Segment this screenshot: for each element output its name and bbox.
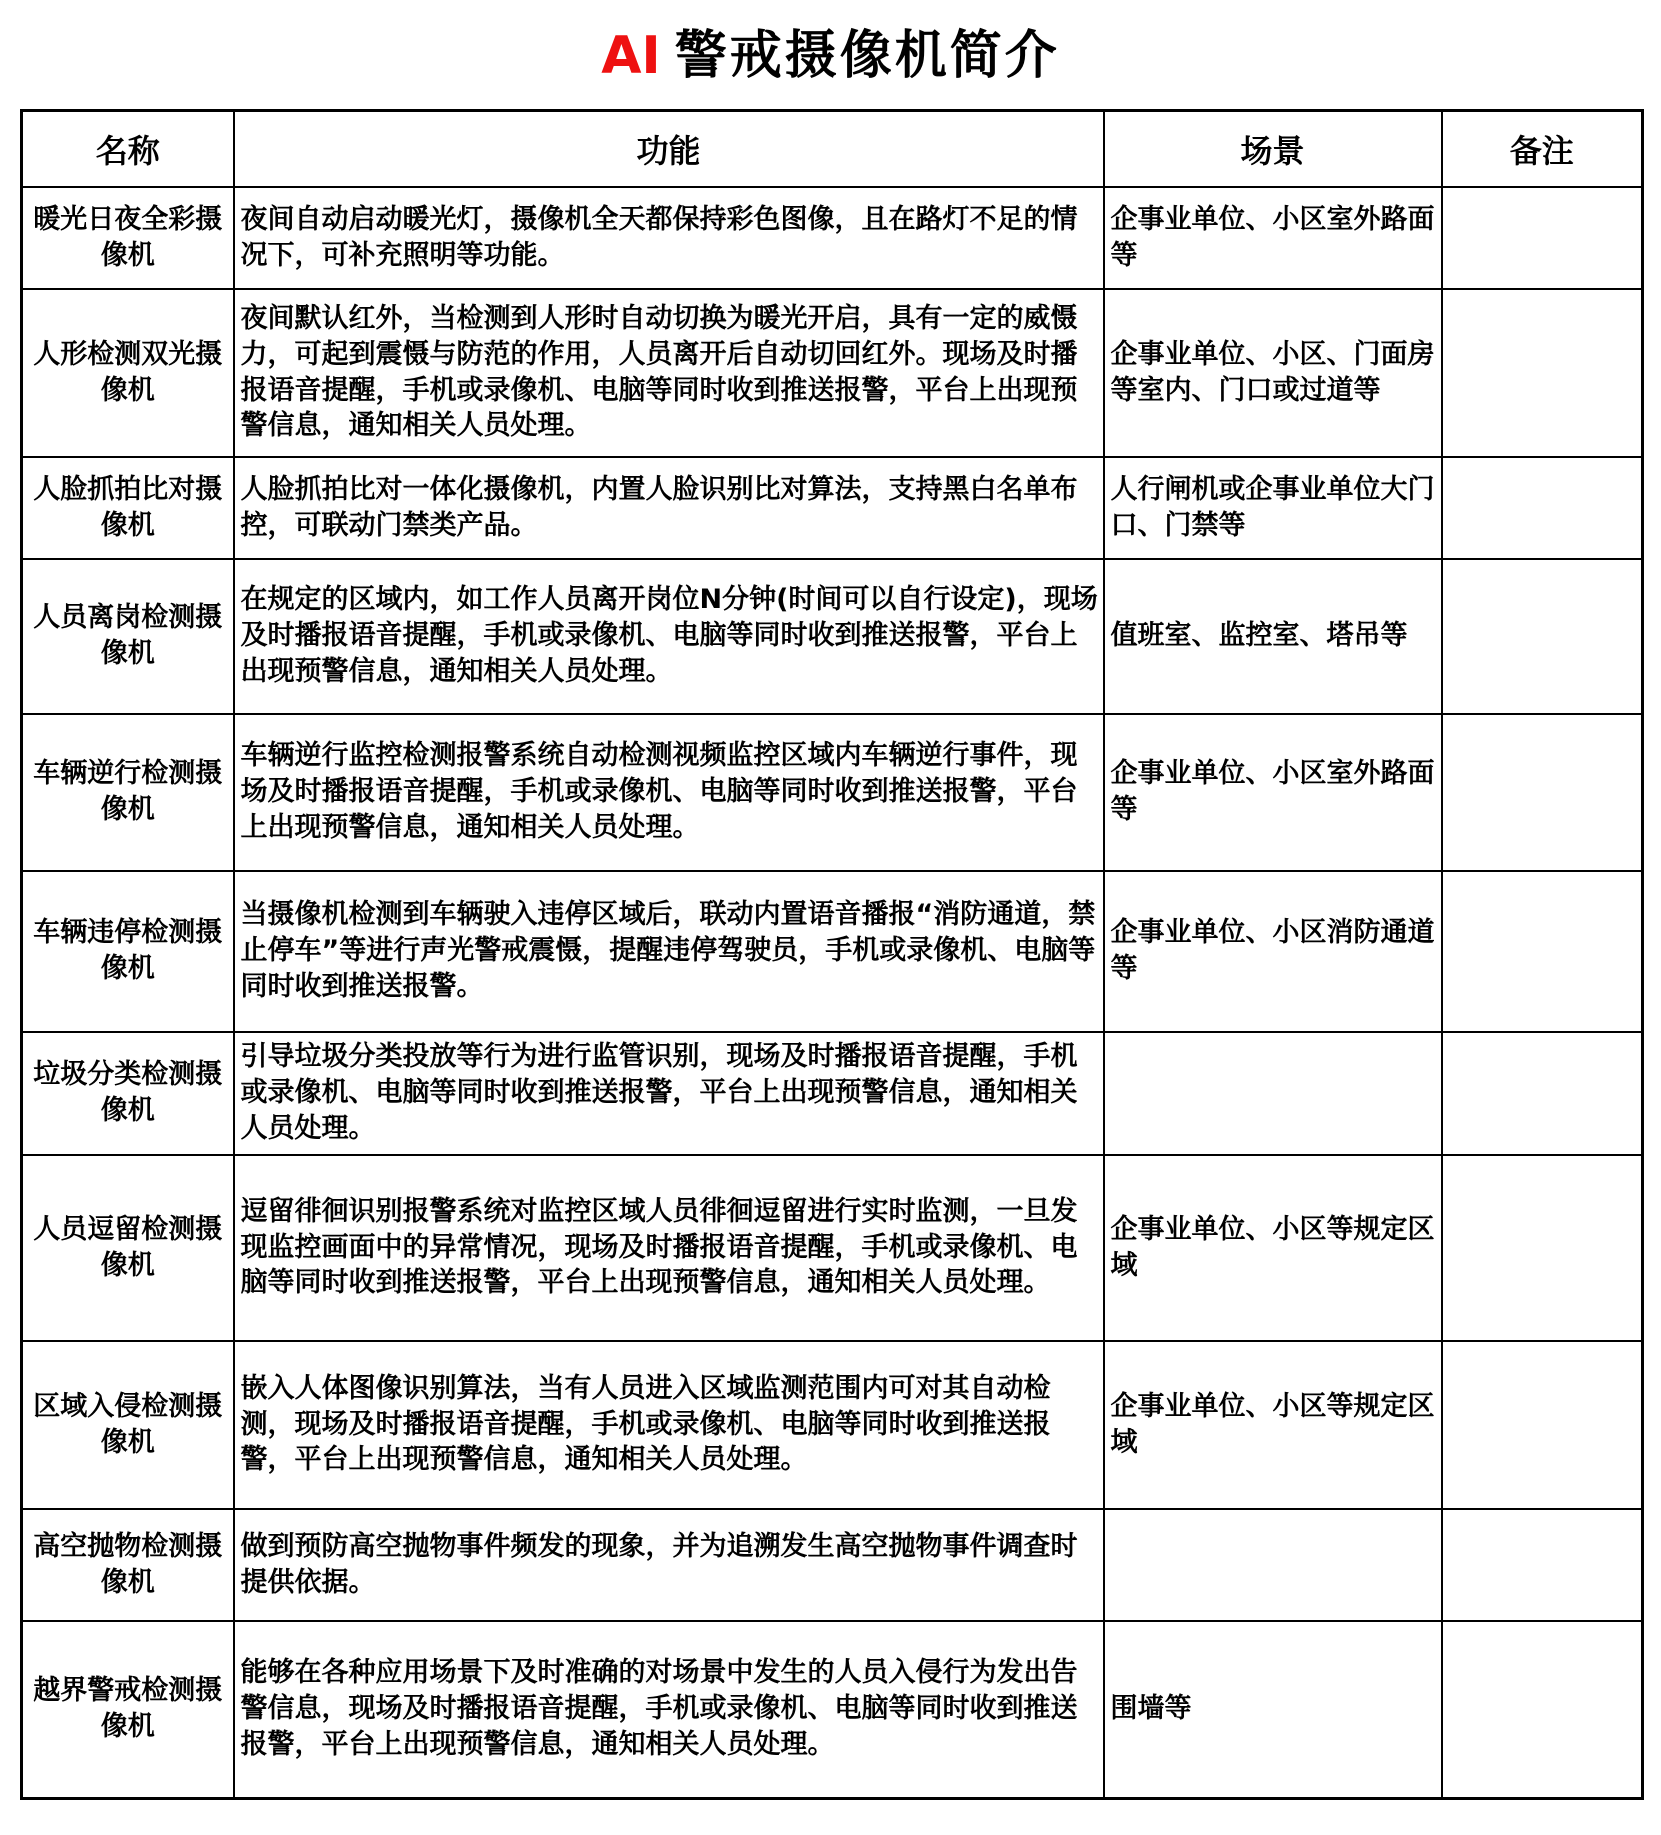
remark-cell <box>1442 1341 1643 1509</box>
remark-cell <box>1442 559 1643 714</box>
func-cell: 引导垃圾分类投放等行为进行监管识别，现场及时播报语音提醒，手机或录像机、电脑等同时收到推送报警，平台上出现预警信息，通知相关人员处理。 <box>234 1032 1104 1155</box>
name-cell: 人脸抓拍比对摄像机 <box>22 457 234 559</box>
name-cell: 人形检测双光摄像机 <box>22 289 234 457</box>
page-title <box>0 0 1661 109</box>
name-cell: 越界警戒检测摄像机 <box>22 1621 234 1799</box>
table-row <box>22 1032 1643 1155</box>
func-cell: 能够在各种应用场景下及时准确的对场景中发生的人员入侵行为发出告警信息，现场及时播报语音提醒，手机或录像机、电脑等同时收到推送报警，平台上出现预警信息，通知相关人员处理。 <box>234 1621 1104 1799</box>
name-cell: 高空抛物检测摄像机 <box>22 1509 234 1621</box>
func-cell: 人脸抓拍比对一体化摄像机，内置人脸识别比对算法，支持黑白名单布控，可联动门禁类产品。 <box>234 457 1104 559</box>
scene-cell: 企事业单位、小区等规定区域 <box>1104 1341 1442 1509</box>
func-cell: 嵌入人体图像识别算法，当有人员进入区域监测范围内可对其自动检测，现场及时播报语音提醒，手机或录像机、电脑等同时收到推送报警，平台上出现预警信息，通知相关人员处理。 <box>234 1341 1104 1509</box>
table-row <box>22 559 1643 714</box>
func-cell: 夜间自动启动暖光灯，摄像机全天都保持彩色图像，且在路灯不足的情况下，可补充照明等功能。 <box>234 187 1104 289</box>
scene-cell: 人行闸机或企事业单位大门口、门禁等 <box>1104 457 1442 559</box>
scene-cell <box>1104 1509 1442 1621</box>
header-function: 功能 <box>234 111 1104 187</box>
scene-cell: 企事业单位、小区等规定区域 <box>1104 1155 1442 1341</box>
remark-cell <box>1442 1621 1643 1799</box>
scene-cell: 企事业单位、小区室外路面等 <box>1104 187 1442 289</box>
name-cell: 车辆逆行检测摄像机 <box>22 714 234 871</box>
remark-cell <box>1442 1509 1643 1621</box>
table-row <box>22 1341 1643 1509</box>
func-cell: 逗留徘徊识别报警系统对监控区域人员徘徊逗留进行实时监测，一旦发现监控画面中的异常情况，现场及时播报语音提醒，手机或录像机、电脑等同时收到推送报警，平台上出现预警信息，通知相关人员处理。 <box>234 1155 1104 1341</box>
table-row <box>22 1509 1643 1621</box>
func-cell: 做到预防高空抛物事件频发的现象，并为追溯发生高空抛物事件调查时提供依据。 <box>234 1509 1104 1621</box>
header-scene: 场景 <box>1104 111 1442 187</box>
name-cell: 区域入侵检测摄像机 <box>22 1341 234 1509</box>
table-row <box>22 187 1643 289</box>
table-row <box>22 289 1643 457</box>
camera-table <box>20 109 1644 1800</box>
table-row <box>22 457 1643 559</box>
header-row <box>22 111 1643 187</box>
scene-cell: 围墙等 <box>1104 1621 1442 1799</box>
remark-cell <box>1442 289 1643 457</box>
name-cell: 暖光日夜全彩摄像机 <box>22 187 234 289</box>
func-cell: 夜间默认红外，当检测到人形时自动切换为暖光开启，具有一定的威慑力，可起到震慑与防范的作用，人员离开后自动切回红外。现场及时播报语音提醒，手机或录像机、电脑等同时收到推送报警，平台上出现预警信息，通知相关人员处理。 <box>234 289 1104 457</box>
remark-cell <box>1442 457 1643 559</box>
scene-cell: 企事业单位、小区室外路面等 <box>1104 714 1442 871</box>
name-cell: 垃圾分类检测摄像机 <box>22 1032 234 1155</box>
remark-cell <box>1442 1032 1643 1155</box>
scene-cell: 值班室、监控室、塔吊等 <box>1104 559 1442 714</box>
header-remark: 备注 <box>1442 111 1643 187</box>
page-title-ai-prefix: AI <box>601 26 661 86</box>
remark-cell <box>1442 187 1643 289</box>
remark-cell <box>1442 871 1643 1032</box>
table-row <box>22 714 1643 871</box>
remark-cell <box>1442 1155 1643 1341</box>
name-cell: 车辆违停检测摄像机 <box>22 871 234 1032</box>
func-cell: 当摄像机检测到车辆驶入违停区域后，联动内置语音播报“消防通道，禁止停车”等进行声光警戒震慑，提醒违停驾驶员，手机或录像机、电脑等同时收到推送报警。 <box>234 871 1104 1032</box>
func-cell: 在规定的区域内，如工作人员离开岗位N分钟(时间可以自行设定)，现场及时播报语音提醒，手机或录像机、电脑等同时收到推送报警，平台上出现预警信息，通知相关人员处理。 <box>234 559 1104 714</box>
table-row <box>22 1621 1643 1799</box>
scene-cell: 企事业单位、小区、门面房等室内、门口或过道等 <box>1104 289 1442 457</box>
table-row <box>22 871 1643 1032</box>
scene-cell <box>1104 1032 1442 1155</box>
remark-cell <box>1442 714 1643 871</box>
func-cell: 车辆逆行监控检测报警系统自动检测视频监控区域内车辆逆行事件，现场及时播报语音提醒，手机或录像机、电脑等同时收到推送报警，平台上出现预警信息，通知相关人员处理。 <box>234 714 1104 871</box>
name-cell: 人员逗留检测摄像机 <box>22 1155 234 1341</box>
scene-cell: 企事业单位、小区消防通道等 <box>1104 871 1442 1032</box>
table-row <box>22 1155 1643 1341</box>
page-title-text: 警戒摄像机简介 <box>674 26 1060 86</box>
header-name: 名称 <box>22 111 234 187</box>
name-cell: 人员离岗检测摄像机 <box>22 559 234 714</box>
